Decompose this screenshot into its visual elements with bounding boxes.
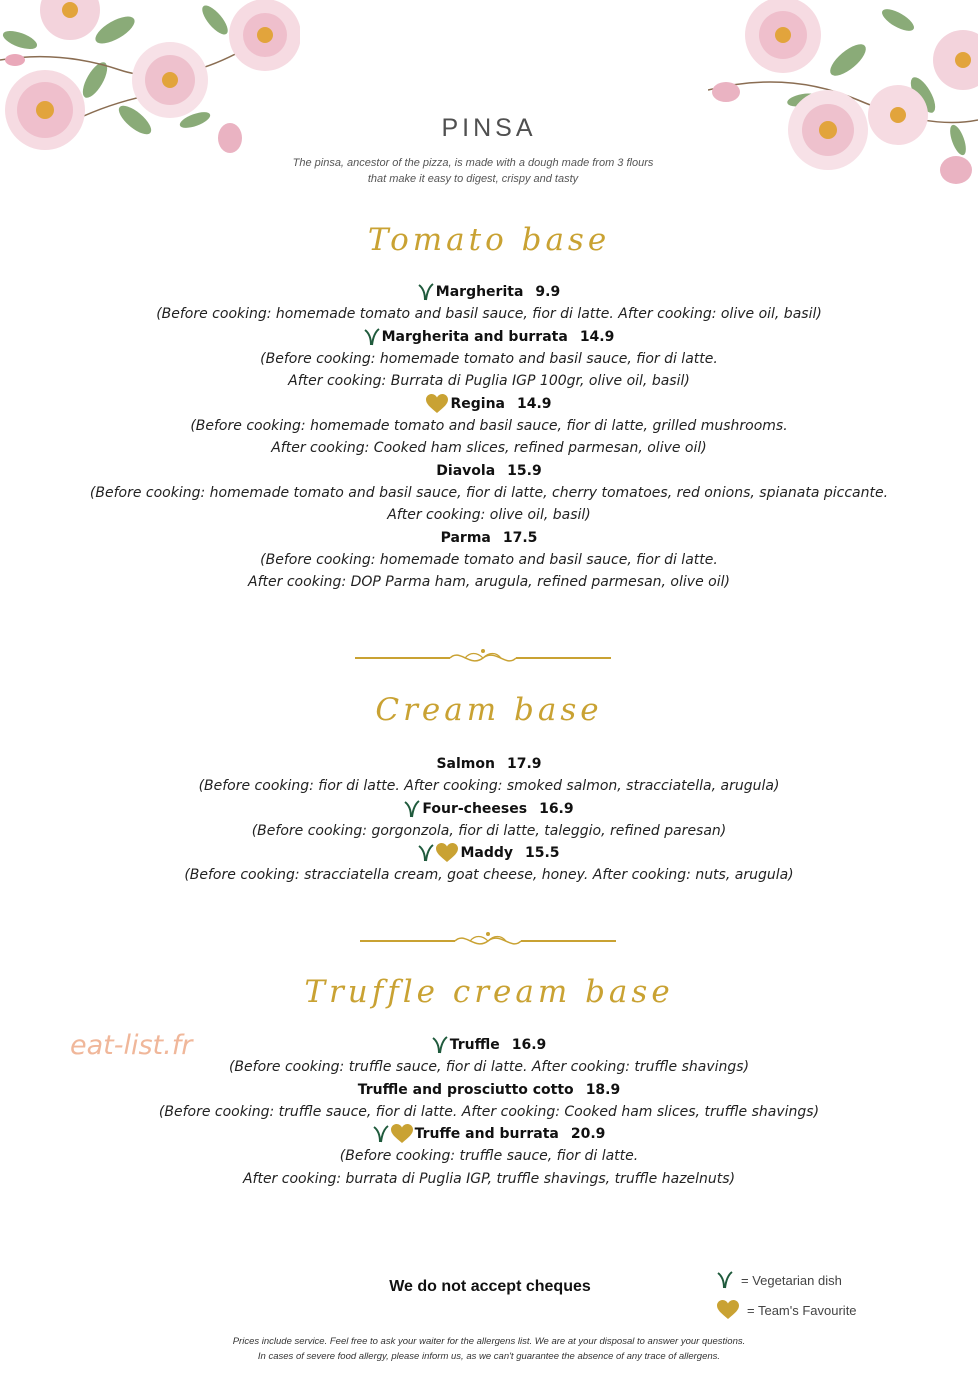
menu-item-name: Margherita bbox=[435, 284, 524, 300]
menu-item-description: (Before cooking: truffle sauce, fior di latte. After cooking: truffle shavings) bbox=[228, 1059, 750, 1075]
sprout-icon bbox=[418, 283, 434, 301]
page-intro: The pinsa, ancestor of the pizza, is made with a dough made from 3 flours that make it easy to digest, crispy and tasty bbox=[292, 157, 654, 185]
menu-item-name: Parma bbox=[440, 529, 491, 546]
menu-item-price: 17.5 bbox=[502, 529, 538, 546]
menu-item bbox=[0, 1123, 978, 1145]
menu-item-description: (Before cooking: homemade tomato and basil sauce, fior di latte, cherry tomatoes, red onions, spianata piccante. bbox=[89, 484, 889, 501]
heart-icon bbox=[436, 843, 458, 863]
section-title-cream: Cream base bbox=[375, 692, 603, 728]
watermark: eat-list.fr bbox=[70, 1030, 193, 1061]
menu-item-price: 17.9 bbox=[506, 756, 542, 772]
legend-favourite-label: = Team's Favourite bbox=[747, 1302, 857, 1318]
menu-item-description: (Before cooking: stracciatella cream, goat cheese, honey. After cooking: nuts, arugula) bbox=[184, 867, 794, 883]
menu-item-description: After cooking: DOP Parma ham, arugula, refined parmesan, olive oil) bbox=[248, 574, 730, 590]
menu-item-description: (Before cooking: homemade tomato and basil sauce, fior di latte. bbox=[260, 551, 718, 568]
menu-item-description: (Before cooking: fior di latte. After cooking: smoked salmon, stracciatella, arugula) bbox=[198, 778, 780, 794]
menu-item-price: 16.9 bbox=[511, 1037, 547, 1053]
menu-item-name: Regina bbox=[450, 395, 505, 412]
legend-vegetarian bbox=[717, 1271, 842, 1289]
sprout-icon bbox=[404, 800, 420, 818]
flourish-divider bbox=[360, 929, 616, 953]
menu-list-tomato bbox=[0, 281, 978, 594]
menu-item bbox=[0, 460, 978, 482]
menu-item bbox=[0, 326, 978, 348]
heart-icon bbox=[717, 1300, 739, 1320]
legend-vegetarian-label: = Vegetarian dish bbox=[741, 1272, 842, 1288]
menu-item-description: (Before cooking: truffle sauce, fior di latte. bbox=[339, 1148, 639, 1164]
flourish-divider bbox=[355, 646, 611, 670]
menu-item-name: Margherita and burrata bbox=[381, 328, 568, 345]
menu-item-price: 18.9 bbox=[585, 1081, 621, 1098]
menu-item bbox=[0, 1079, 978, 1101]
menu-item-name: Salmon bbox=[436, 756, 495, 772]
menu-item-description: After cooking: olive oil, basil) bbox=[387, 507, 591, 523]
menu-item-price: 16.9 bbox=[539, 800, 574, 817]
allergen-footer: Prices include service. Feel free to ask your waiter for the allergens list. We are at your disposal to answer your questions. In cases of severe food allergy, please inform us, as we can't guarantee the absence of any trace of allergens. bbox=[232, 1336, 746, 1362]
heart-icon bbox=[426, 394, 448, 414]
menu-item-name: Truffle and prosciutto cotto bbox=[357, 1081, 574, 1098]
menu-item bbox=[0, 798, 978, 820]
menu-item-price: 14.9 bbox=[516, 395, 552, 412]
menu-item bbox=[0, 393, 978, 415]
menu-item-name: Truffle bbox=[449, 1037, 500, 1053]
legend-favourite bbox=[717, 1300, 857, 1320]
sprout-icon bbox=[418, 844, 434, 862]
menu-item bbox=[0, 842, 978, 864]
page-title: PINSA bbox=[441, 114, 537, 142]
menu-item-name: Four-cheeses bbox=[422, 800, 528, 817]
menu-item-name: Maddy bbox=[460, 845, 513, 861]
menu-item-price: 15.5 bbox=[525, 845, 560, 861]
menu-item bbox=[0, 753, 978, 775]
menu-item-description: (Before cooking: homemade tomato and basil sauce, fior di latte. bbox=[260, 350, 718, 367]
section-title-tomato: Tomato base bbox=[367, 222, 611, 258]
menu-item-description: (Before cooking: homemade tomato and basil sauce, fior di latte, grilled mushrooms. bbox=[190, 417, 788, 434]
section-title-truffle: Truffle cream base bbox=[304, 974, 674, 1010]
menu-item-description: (Before cooking: truffle sauce, fior di latte. After cooking: Cooked ham slices, truffle shavings) bbox=[158, 1103, 820, 1120]
menu-list-cream bbox=[0, 753, 978, 887]
menu-item-description: After cooking: burrata di Puglia IGP, truffle shavings, truffle hazelnuts) bbox=[242, 1170, 736, 1187]
sprout-icon bbox=[432, 1036, 448, 1054]
menu-item bbox=[0, 281, 978, 303]
sprout-icon bbox=[717, 1271, 733, 1289]
menu-item-price: 14.9 bbox=[579, 328, 615, 345]
menu-item-description: After cooking: Cooked ham slices, refined parmesan, olive oil) bbox=[271, 440, 707, 456]
cheques-notice: We do not accept cheques bbox=[389, 1278, 591, 1295]
heart-icon bbox=[391, 1124, 413, 1144]
menu-item-name: Truffe and burrata bbox=[414, 1126, 559, 1142]
menu-item-description: (Before cooking: homemade tomato and basil sauce, fior di latte. After cooking: olive oil, basil) bbox=[156, 306, 822, 322]
menu-item-price: 9.9 bbox=[535, 284, 561, 300]
sprout-icon bbox=[364, 328, 380, 346]
menu-item-description: After cooking: Burrata di Puglia IGP 100gr, olive oil, basil) bbox=[288, 373, 690, 389]
menu-item-price: 20.9 bbox=[570, 1126, 606, 1142]
menu-item bbox=[0, 527, 978, 549]
menu-item-price: 15.9 bbox=[507, 462, 542, 479]
sprout-icon bbox=[373, 1125, 389, 1143]
menu-item-description: (Before cooking: gorgonzola, fior di latte, taleggio, refined paresan) bbox=[251, 822, 727, 839]
menu-item-name: Diavola bbox=[436, 462, 496, 479]
